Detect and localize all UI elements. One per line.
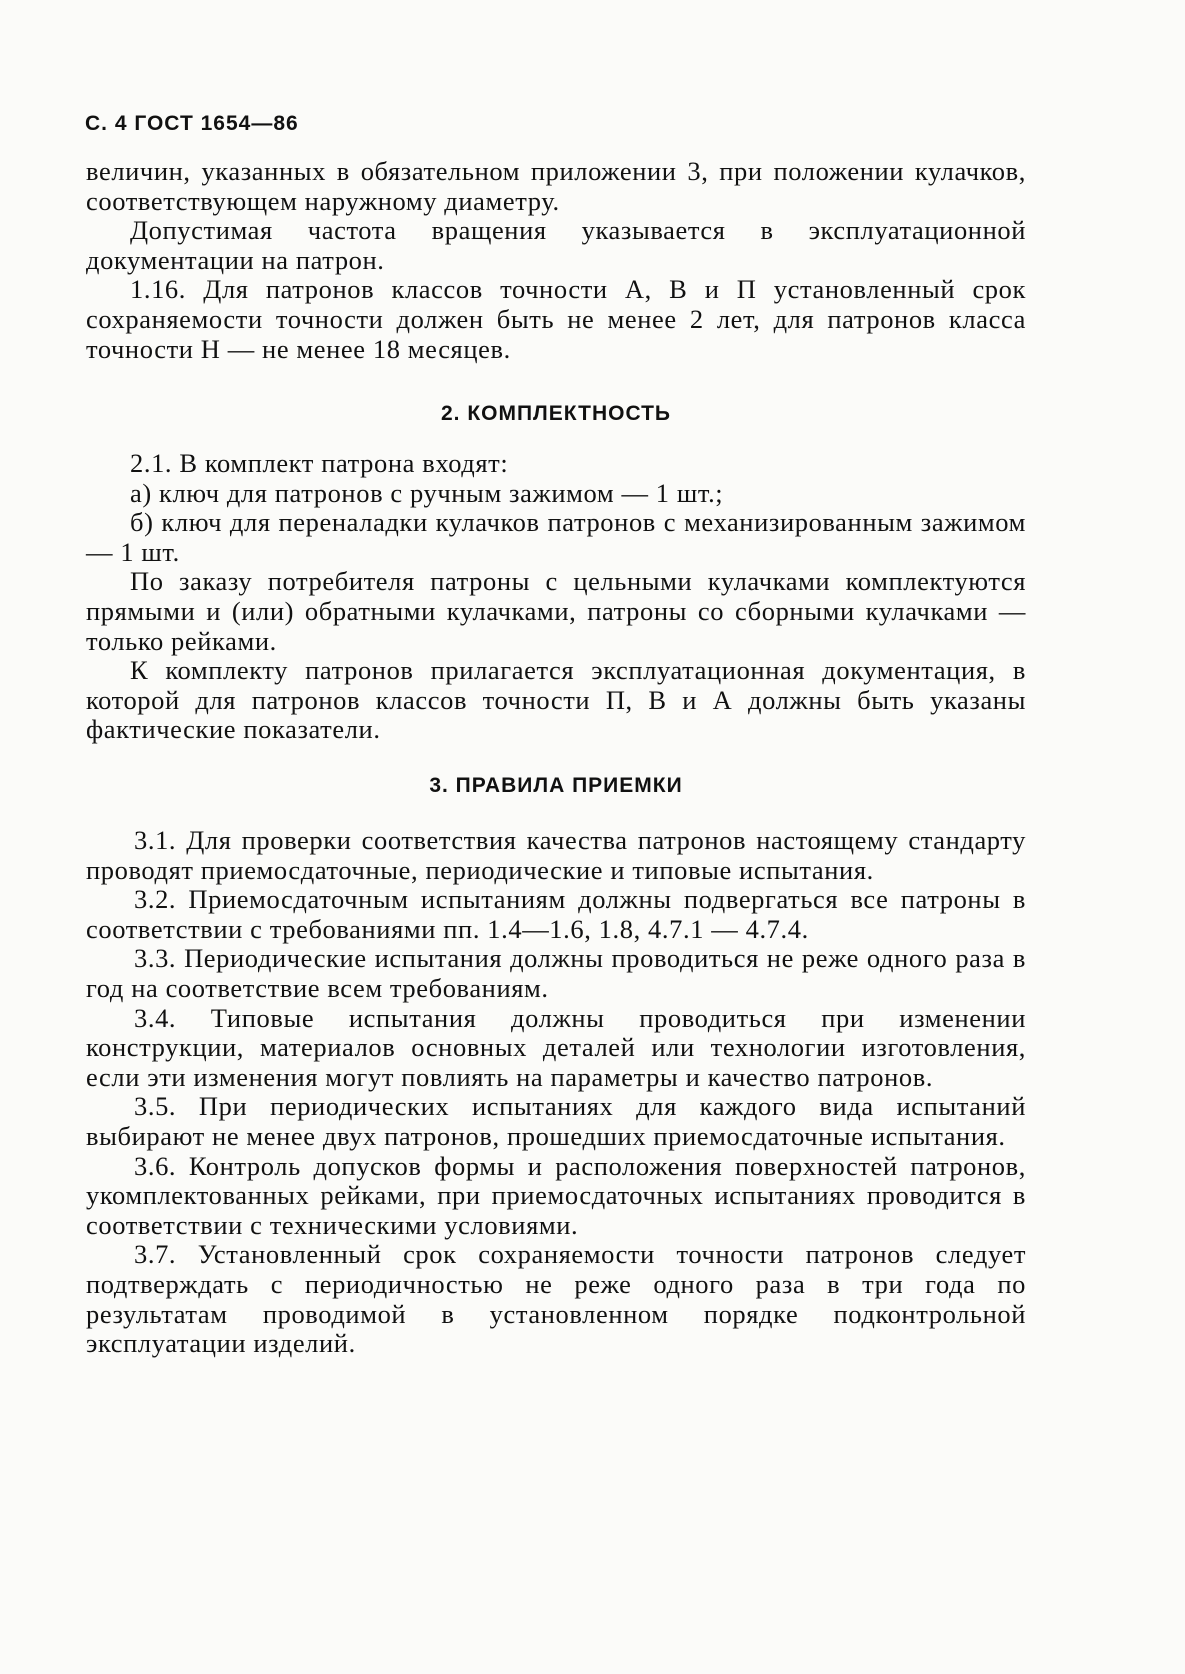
section-3-paragraph-1: 3.1. Для проверки соответствия качества патронов настоящему стандарту проводят приемосдаточные, периодические и типовые испытания.: [86, 825, 1026, 885]
section-2-heading: 2. КОМПЛЕКТНОСТЬ: [440, 402, 672, 425]
section-3-paragraph-5: 3.5. При периодических испытаниях для каждого вида испытаний выбирают не менее двух патронов, прошедших приемосдаточные испытания.: [86, 1091, 1026, 1151]
intro-block: [86, 157, 1026, 364]
section-2-paragraph-4: По заказу потребителя патроны с цельными кулачками комплектуются прямыми и (или) обратными кулачками, патроны со сборными кулачками — только рейками.: [86, 566, 1026, 656]
intro-paragraph-3: 1.16. Для патронов классов точности А, В и П установленный срок сохраняемости точности должен быть не менее 2 лет, для патронов класса точности Н — не менее 18 месяцев.: [86, 274, 1026, 364]
section-3-paragraph-7: 3.7. Установленный срок сохраняемости точности патронов следует подтверждать с периодичностью не реже одного раза в три года по результатам проводимой в установленном порядке подконтрольной эксплуатации изделий.: [86, 1239, 1026, 1359]
section-3-paragraph-2: 3.2. Приемосдаточным испытаниям должны подвергаться все патроны в соответствии с требованиями пп. 1.4—1.6, 1.8, 4.7.1 — 4.7.4.: [86, 884, 1026, 944]
section-3-paragraph-4: 3.4. Типовые испытания должны проводиться при изменении конструкции, материалов основных деталей или технологии изготовления, если эти изменения могут повлиять на параметры и качество патронов.: [86, 1002, 1026, 1092]
intro-paragraph-1: величин, указанных в обязательном приложении 3, при положении кулачков, соответствующем наружному диаметру.: [86, 156, 1026, 216]
running-head: С. 4 ГОСТ 1654—86: [85, 112, 299, 135]
section-3-heading: 3. ПРАВИЛА ПРИЕМКИ: [429, 774, 683, 797]
section-2-paragraph-1: 2.1. В комплект патрона входят:: [130, 448, 509, 478]
section-3-paragraph-6: 3.6. Контроль допусков формы и расположения поверхностей патронов, укомплектованных рейками, при приемосдаточных испытаниях проводится в соответствии с техническими условиями.: [86, 1150, 1026, 1240]
section-2-item-b: б) ключ для переналадки кулачков патронов с механизированным зажимом — 1 шт.: [86, 507, 1026, 567]
intro-paragraph-2: Допустимая частота вращения указывается в эксплуатационной документации на патрон.: [86, 215, 1026, 275]
section-3-block: [86, 826, 1026, 1359]
section-2-block: [86, 449, 1026, 745]
section-2-item-a: а) ключ для патронов с ручным зажимом — 1 шт.;: [130, 477, 724, 508]
section-3-paragraph-3: 3.3. Периодические испытания должны проводиться не реже одного раза в год на соответствие всем требованиям.: [86, 943, 1026, 1003]
section-2-paragraph-5: К комплекту патронов прилагается эксплуатационная документация, в которой для патронов классов точности П, В и А должны быть указаны фактические показатели.: [86, 655, 1026, 745]
